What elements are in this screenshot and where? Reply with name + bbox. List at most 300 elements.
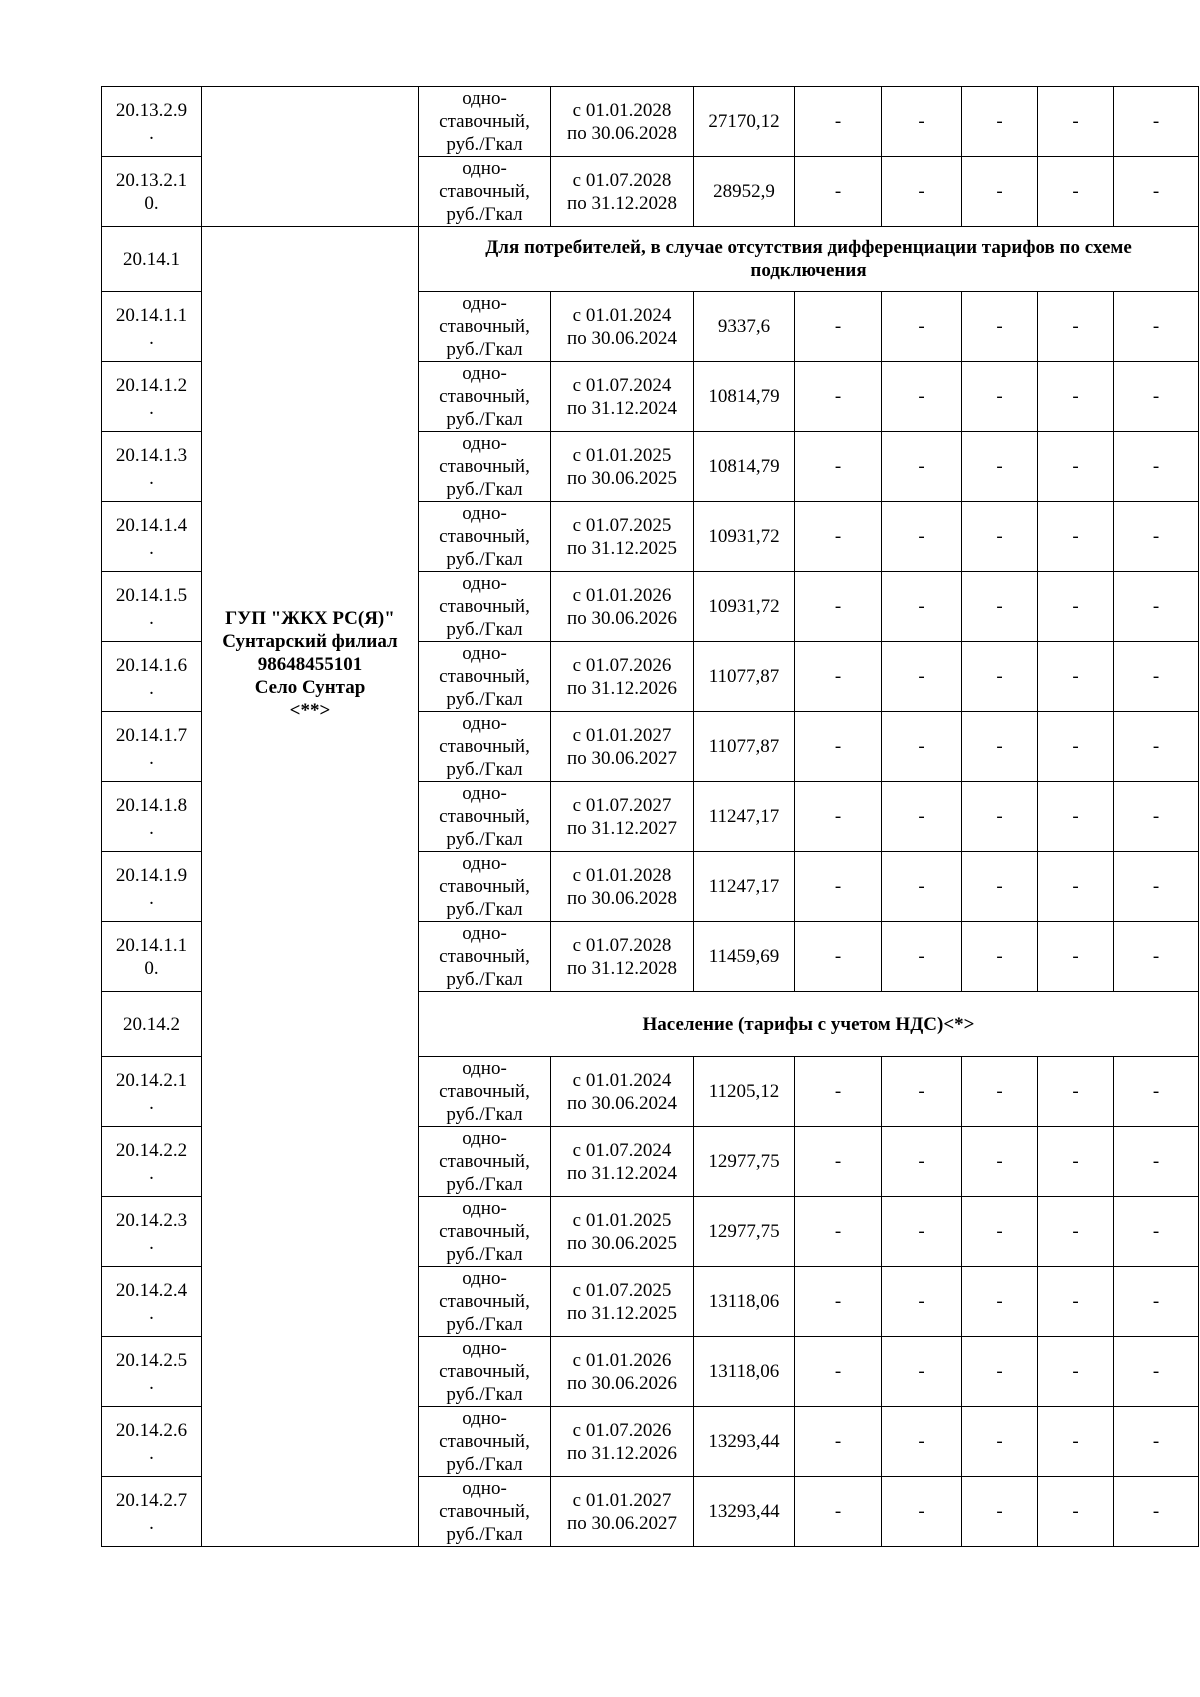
dash-value: - [918, 876, 925, 897]
dash-value: - [834, 456, 842, 477]
tariff-value: 11459,69 [708, 946, 780, 967]
dash-cell [795, 572, 882, 642]
rate-type-cell [419, 1407, 551, 1477]
rate-type-line: одно- [462, 433, 507, 454]
rate-type-cell [419, 157, 551, 227]
dash-value: - [1152, 946, 1160, 967]
row-number: 20.14.1.9 [115, 864, 188, 886]
period-start: с 01.07.2026 [572, 654, 672, 676]
dash-cell [962, 572, 1038, 642]
dash-value: - [996, 736, 1003, 757]
rate-type-line: руб./Гкал [446, 479, 523, 500]
dash-value: - [1152, 456, 1160, 477]
row-number-cell [102, 1127, 202, 1197]
period-end: по 30.06.2026 [567, 607, 677, 629]
dash-cell [962, 502, 1038, 572]
rate-type-cell [419, 292, 551, 362]
dash-cell [882, 1197, 962, 1267]
rate-type-line: ставочный, [439, 806, 530, 827]
rate-type-line: ставочный, [439, 1501, 530, 1522]
rate-type-line: ставочный, [439, 1221, 530, 1242]
rate-type-cell [419, 782, 551, 852]
row-number-cell [102, 642, 202, 712]
dash-cell [882, 922, 962, 992]
period-start: с 01.07.2026 [572, 1419, 672, 1441]
dash-cell [882, 572, 962, 642]
row-number-cell [102, 87, 202, 157]
dash-value: - [1072, 666, 1079, 687]
dash-cell [962, 362, 1038, 432]
dash-cell [795, 1407, 882, 1477]
period-start: с 01.07.2025 [572, 1279, 672, 1301]
dash-value: - [1152, 316, 1160, 337]
dash-value: - [996, 111, 1003, 132]
dash-value: - [918, 736, 925, 757]
dash-value: - [918, 386, 925, 407]
dash-cell [1038, 1267, 1114, 1337]
rate-type-cell [419, 1267, 551, 1337]
dash-value: - [1152, 526, 1160, 547]
dash-value: - [834, 1501, 842, 1522]
dash-cell [1114, 87, 1199, 157]
row-number-cell [102, 712, 202, 782]
dash-cell [962, 1057, 1038, 1127]
dash-cell [882, 1057, 962, 1127]
rate-type-line: руб./Гкал [446, 1174, 523, 1195]
dash-cell [962, 642, 1038, 712]
tariff-value: 11247,17 [708, 806, 780, 827]
dash-value: - [996, 1151, 1003, 1172]
rate-type-line: одно- [462, 643, 507, 664]
row-number: 20.14.2.2 [115, 1139, 188, 1161]
dash-value: - [918, 1361, 925, 1382]
period-end: по 31.12.2026 [567, 677, 677, 699]
rate-type-line: руб./Гкал [446, 1314, 523, 1335]
dash-value: - [1152, 596, 1160, 617]
dash-value: - [996, 666, 1003, 687]
dash-value: - [1072, 1361, 1079, 1382]
section-title-cell [419, 992, 1199, 1057]
period-end: по 30.06.2027 [567, 1512, 677, 1534]
rate-type-line: одно- [462, 573, 507, 594]
dash-cell [1114, 1337, 1199, 1407]
period-cell [551, 852, 694, 922]
period-start: с 01.01.2024 [572, 1069, 672, 1091]
rate-type-line: ставочный, [439, 596, 530, 617]
dash-value: - [996, 1431, 1003, 1452]
tariff-value-cell [694, 712, 795, 782]
tariff-value: 13293,44 [708, 1501, 780, 1522]
rate-type-cell [419, 1057, 551, 1127]
dash-value: - [1072, 1431, 1079, 1452]
dash-value: - [834, 526, 842, 547]
dash-value: - [1072, 1501, 1079, 1522]
period-cell [551, 432, 694, 502]
rate-type-line: одно- [462, 1198, 507, 1219]
dash-cell [1038, 362, 1114, 432]
tariff-value: 12977,75 [708, 1151, 780, 1172]
rate-type-cell [419, 922, 551, 992]
row-number-suffix: . [149, 747, 154, 769]
dash-cell [795, 1127, 882, 1197]
rate-type-line: одно- [462, 1408, 507, 1429]
rate-type-line: одно- [462, 853, 507, 874]
dash-cell [882, 292, 962, 362]
row-number-suffix: . [149, 1092, 154, 1114]
rate-type-line: одно- [462, 158, 507, 179]
dash-value: - [1072, 181, 1079, 202]
period-start: с 01.07.2028 [572, 934, 672, 956]
dash-cell [1038, 432, 1114, 502]
organization-line: <**> [289, 700, 331, 721]
dash-value: - [1072, 946, 1079, 967]
tariff-value: 13118,06 [708, 1361, 780, 1382]
dash-value: - [996, 456, 1003, 477]
dash-value: - [996, 1291, 1003, 1312]
dash-cell [1038, 1337, 1114, 1407]
dash-cell [962, 292, 1038, 362]
period-cell [551, 1337, 694, 1407]
period-start: с 01.01.2028 [572, 864, 672, 886]
period-start: с 01.01.2025 [572, 1209, 672, 1231]
dash-cell [1114, 1127, 1199, 1197]
period-end: по 30.06.2025 [567, 1232, 677, 1254]
dash-cell [795, 922, 882, 992]
tariff-value: 10931,72 [708, 596, 780, 617]
rate-type-line: ставочный, [439, 456, 530, 477]
period-start: с 01.07.2028 [572, 169, 672, 191]
period-cell [551, 1197, 694, 1267]
period-cell [551, 782, 694, 852]
tariff-value-cell [694, 852, 795, 922]
dash-cell [1114, 922, 1199, 992]
tariff-value: 28952,9 [713, 181, 775, 202]
row-number: 20.14.1.8 [115, 794, 188, 816]
dash-value: - [918, 316, 925, 337]
dash-cell [882, 1477, 962, 1547]
period-end: по 30.06.2028 [567, 122, 677, 144]
tariff-value-cell [694, 1407, 795, 1477]
tariff-value-cell [694, 922, 795, 992]
row-number-suffix: . [149, 397, 154, 419]
rate-type-line: одно- [462, 1268, 507, 1289]
row-number-cell [102, 432, 202, 502]
rate-type-line: руб./Гкал [446, 1524, 523, 1545]
period-end: по 30.06.2024 [567, 327, 677, 349]
dash-value: - [1072, 736, 1079, 757]
rate-type-line: руб./Гкал [446, 969, 523, 990]
row-number-suffix: . [149, 887, 154, 909]
dash-cell [1038, 502, 1114, 572]
dash-cell [1114, 1197, 1199, 1267]
dash-cell [882, 712, 962, 782]
tariff-value: 11205,12 [708, 1081, 780, 1102]
dash-cell [1038, 572, 1114, 642]
dash-cell [795, 642, 882, 712]
tariff-value-cell [694, 1127, 795, 1197]
row-number-cell [102, 1057, 202, 1127]
period-cell [551, 292, 694, 362]
row-number: 20.14.1.7 [115, 724, 188, 746]
row-number-cell [102, 1267, 202, 1337]
rate-type-cell [419, 1477, 551, 1547]
dash-cell [962, 1127, 1038, 1197]
tariff-value-cell [694, 1197, 795, 1267]
dash-value: - [834, 316, 842, 337]
period-end: по 30.06.2026 [567, 1372, 677, 1394]
period-end: по 31.12.2024 [567, 1162, 677, 1184]
row-number-suffix: . [149, 1512, 154, 1534]
dash-cell [795, 852, 882, 922]
rate-type-line: руб./Гкал [446, 1384, 523, 1405]
row-number: 20.13.2.9 [115, 99, 188, 121]
row-number-cell [102, 292, 202, 362]
tariff-table [101, 86, 1199, 1547]
rate-type-cell [419, 1337, 551, 1407]
dash-value: - [834, 1221, 842, 1242]
tariff-value: 11247,17 [708, 876, 780, 897]
dash-cell [882, 1407, 962, 1477]
dash-value: - [1152, 1151, 1160, 1172]
tariff-value-cell [694, 502, 795, 572]
dash-cell [795, 1057, 882, 1127]
rate-type-line: руб./Гкал [446, 549, 523, 570]
dash-value: - [834, 1361, 842, 1382]
rate-type-line: ставочный, [439, 1081, 530, 1102]
period-cell [551, 1407, 694, 1477]
rate-type-cell [419, 1127, 551, 1197]
rate-type-line: одно- [462, 363, 507, 384]
tariff-value: 13293,44 [708, 1431, 780, 1452]
row-number: 20.14.2.3 [115, 1209, 188, 1231]
dash-cell [1114, 712, 1199, 782]
row-number: 20.14.1.1 [115, 934, 188, 956]
rate-type-line: ставочный, [439, 181, 530, 202]
tariff-value-cell [694, 157, 795, 227]
dash-value: - [996, 1081, 1003, 1102]
dash-value: - [1152, 1431, 1160, 1452]
dash-value: - [918, 806, 925, 827]
dash-value: - [1152, 876, 1160, 897]
rate-type-cell [419, 642, 551, 712]
dash-value: - [1072, 316, 1079, 337]
dash-value: - [996, 1221, 1003, 1242]
row-number-cell [102, 1477, 202, 1547]
dash-value: - [996, 946, 1003, 967]
dash-cell [1114, 157, 1199, 227]
row-number-cell [102, 572, 202, 642]
rate-type-cell [419, 502, 551, 572]
rate-type-line: ставочный, [439, 666, 530, 687]
dash-cell [882, 642, 962, 712]
rate-type-line: одно- [462, 1058, 507, 1079]
section-title: Для потребителей, в случае отсутствия дифференциации тарифов по схеме подключения [485, 237, 1132, 281]
dash-cell [1038, 712, 1114, 782]
rate-type-line: руб./Гкал [446, 619, 523, 640]
row-number-suffix: . [149, 607, 154, 629]
dash-cell [1114, 642, 1199, 712]
dash-cell [962, 1197, 1038, 1267]
tariff-value: 10814,79 [708, 386, 780, 407]
section-header-row [102, 227, 1199, 292]
rate-type-line: ставочный, [439, 1151, 530, 1172]
dash-value: - [1072, 456, 1079, 477]
period-start: с 01.01.2028 [572, 99, 672, 121]
period-end: по 31.12.2026 [567, 1442, 677, 1464]
row-number: 20.14.1.1 [115, 304, 188, 326]
dash-value: - [1152, 806, 1160, 827]
dash-value: - [996, 386, 1003, 407]
dash-value: - [1072, 111, 1079, 132]
period-start: с 01.07.2025 [572, 514, 672, 536]
dash-cell [1038, 157, 1114, 227]
row-number: 20.14.1.5 [115, 584, 188, 606]
dash-value: - [1072, 876, 1079, 897]
dash-value: - [918, 526, 925, 547]
dash-cell [962, 1267, 1038, 1337]
dash-cell [882, 852, 962, 922]
tariff-value-cell [694, 1477, 795, 1547]
period-cell [551, 1267, 694, 1337]
tariff-value-cell [694, 1057, 795, 1127]
row-number-suffix: . [149, 467, 154, 489]
dash-value: - [1152, 111, 1160, 132]
dash-value: - [1152, 666, 1160, 687]
dash-cell [795, 292, 882, 362]
rate-type-line: ставочный, [439, 526, 530, 547]
row-number: 20.14.1.3 [115, 444, 188, 466]
period-cell [551, 1477, 694, 1547]
dash-value: - [834, 596, 842, 617]
dash-value: - [996, 316, 1003, 337]
dash-value: - [918, 1431, 925, 1452]
row-number-cell [102, 1407, 202, 1477]
period-end: по 31.12.2025 [567, 1302, 677, 1324]
rate-type-cell [419, 572, 551, 642]
dash-value: - [834, 876, 842, 897]
dash-value: - [1152, 1291, 1160, 1312]
dash-cell [795, 782, 882, 852]
period-cell [551, 502, 694, 572]
dash-cell [882, 87, 962, 157]
dash-cell [1038, 642, 1114, 712]
dash-cell [962, 712, 1038, 782]
table-body [102, 87, 1199, 1547]
dash-cell [962, 782, 1038, 852]
row-number-cell [102, 1337, 202, 1407]
row-number-suffix: . [149, 1302, 154, 1324]
row-number-suffix: 0. [144, 192, 159, 214]
rate-type-line: ставочный, [439, 1431, 530, 1452]
rate-type-cell [419, 712, 551, 782]
rate-type-line: ставочный, [439, 876, 530, 897]
rate-type-line: руб./Гкал [446, 134, 523, 155]
dash-value: - [996, 526, 1003, 547]
row-number-cell [102, 502, 202, 572]
tariff-value-cell [694, 362, 795, 432]
dash-cell [962, 87, 1038, 157]
rate-type-cell [419, 1197, 551, 1267]
section-title: Население (тарифы с учетом НДС)<*> [642, 1013, 975, 1035]
rate-type-line: одно- [462, 923, 507, 944]
rate-type-line: руб./Гкал [446, 689, 523, 710]
rate-type-line: ставочный, [439, 946, 530, 967]
dash-cell [882, 1267, 962, 1337]
period-cell [551, 362, 694, 432]
dash-cell [882, 1127, 962, 1197]
row-number: 20.14.2.5 [115, 1349, 188, 1371]
rate-type-line: руб./Гкал [446, 1454, 523, 1475]
dash-value: - [918, 666, 925, 687]
dash-cell [962, 852, 1038, 922]
dash-cell [795, 362, 882, 432]
tariff-value: 10814,79 [708, 456, 780, 477]
rate-type-line: одно- [462, 1338, 507, 1359]
row-number: 20.14.2.1 [115, 1069, 188, 1091]
tariff-value: 10931,72 [708, 526, 780, 547]
rate-type-line: одно- [462, 713, 507, 734]
dash-value: - [996, 806, 1003, 827]
dash-cell [1038, 1197, 1114, 1267]
dash-cell [962, 922, 1038, 992]
dash-cell [962, 1407, 1038, 1477]
tariff-value-cell [694, 1267, 795, 1337]
dash-cell [1114, 1407, 1199, 1477]
period-cell [551, 1057, 694, 1127]
period-cell [551, 1127, 694, 1197]
period-cell [551, 87, 694, 157]
tariff-value-cell [694, 782, 795, 852]
period-start: с 01.01.2026 [572, 1349, 672, 1371]
dash-cell [882, 1337, 962, 1407]
period-start: с 01.07.2024 [572, 1139, 672, 1161]
rate-type-line: руб./Гкал [446, 339, 523, 360]
row-number-suffix: . [149, 817, 154, 839]
period-start: с 01.01.2024 [572, 304, 672, 326]
organization-line: ГУП "ЖКХ РС(Я)" [225, 608, 395, 629]
dash-cell [882, 782, 962, 852]
rate-type-line: одно- [462, 293, 507, 314]
rate-type-line: руб./Гкал [446, 759, 523, 780]
row-number-suffix: . [149, 677, 154, 699]
rate-type-cell [419, 87, 551, 157]
row-number-cell [102, 922, 202, 992]
row-number-suffix: . [149, 327, 154, 349]
section-title-cell [419, 227, 1199, 292]
rate-type-line: руб./Гкал [446, 899, 523, 920]
dash-value: - [1072, 1291, 1079, 1312]
rate-type-line: ставочный, [439, 1361, 530, 1382]
tariff-value: 11077,87 [708, 736, 780, 757]
rate-type-line: одно- [462, 1478, 507, 1499]
dash-value: - [834, 666, 842, 687]
section-number: 20.14.1 [123, 248, 180, 270]
dash-cell [962, 1477, 1038, 1547]
dash-value: - [1152, 181, 1160, 202]
empty-org-cell [202, 87, 419, 227]
dash-cell [882, 432, 962, 502]
dash-cell [1038, 1127, 1114, 1197]
row-number-cell [102, 362, 202, 432]
period-end: по 31.12.2028 [567, 192, 677, 214]
row-number-suffix: . [149, 1162, 154, 1184]
section-number-cell [102, 992, 202, 1057]
row-number: 20.14.2.4 [115, 1279, 188, 1301]
period-end: по 30.06.2024 [567, 1092, 677, 1114]
organization-line: 98648455101 [257, 654, 363, 675]
rate-type-line: ставочный, [439, 1291, 530, 1312]
dash-cell [795, 432, 882, 502]
